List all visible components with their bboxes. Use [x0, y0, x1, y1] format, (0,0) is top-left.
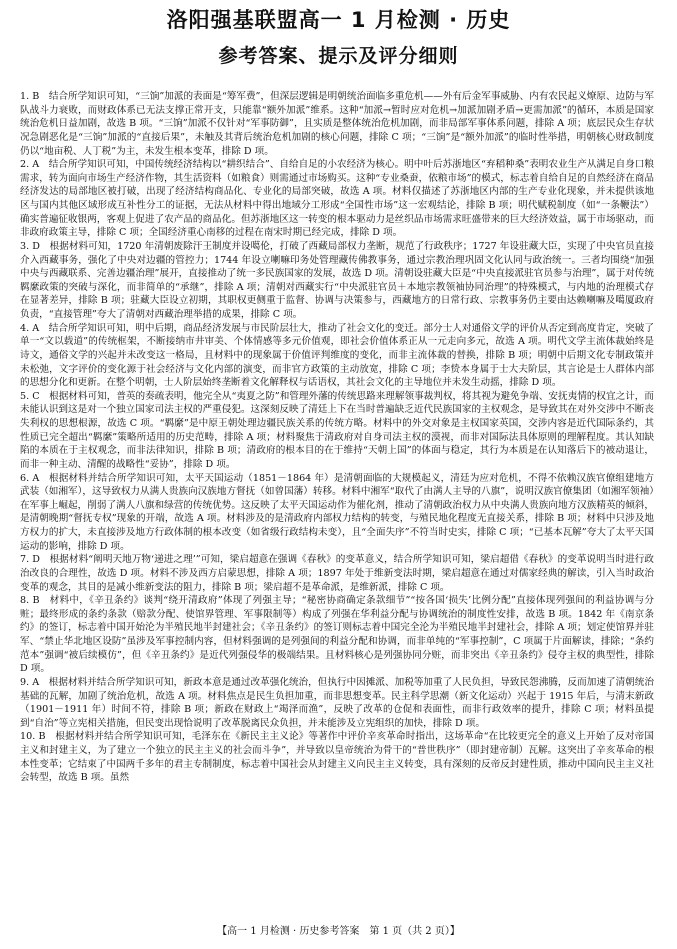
answer-item-5: 5. C 根据材料可知，普英的奏疏表明，他完全从“夷夏之防”和管理外藩的传统思路来理解领事裁判权，将其视为避免争端、安抚夷情的权宜之计，而未能认识到这是对一个独立国家司法主权的严重侵犯。这深刻反映了清廷上下在当时普遍缺乏近代民族国家的主权观念，是导致其在对外交涉中不断丧失利权的思想根源，故选 C 项。“羁縻”是中原王朝处理边疆民族关系的传统方略。材料中的外交对象是主权国家英国，交涉内容是近代国际条约，其性质已完全超出“羁縻”策略所适用的历史范畴，排除 A 项；材料聚焦于清政府对自身司法主权的漠视，而非对国际法具体原则的理解程度。其认知缺陷的本质在于主权观念，而非法律知识，排除 B 项；清政府的根本目的在于维持“天朝上国”的体面与稳定，其行为本质是在认知落后下的被动退让，而非一种主动、清醒的战略性“妥协”，排除 D 项。	[20, 390, 654, 470]
answer-item-9: 9. A 根据材料并结合所学知识可知，新政本意是通过改革强化统治，但执行中因摊派、加税等加重了人民负担，导致民怨沸腾，反而加速了清朝统治基础的瓦解，加剧了统治危机，故选 A 项。材料焦点是民生负担加重，而非思想变革。民主科学思潮（新文化运动）兴起于 1915 年后，与清末新政（1901－1911 年）时间不符，排除 B 项；新政在财政上“竭泽而渔”，反映了改革的仓促和表面性，而非行政效率的提升，排除 C 项；材料虽提到“自治”等立宪相关措施，但民变出现恰说明了改革脱离民众负担，并未能涉及立宪组织的加快，排除 D 项。	[20, 676, 654, 729]
answer-item-4: 4. A 结合所学知识可知，明中后期，商品经济发展与市民阶层壮大，推动了社会文化的变迁。部分士人对通俗文学的评价从否定到高度肯定，突破了单一“文以载道”的传统框架，不断接纳市井审美、个体情感等多元价值观，即社会价值体系正从一元走向多元，故选 A 项。明代文学主流体裁始终是诗文，通俗文学的兴起并未改变这一格局，且材料中的现象属于价值评判维度的变化，而非主流体裁的替换，排除 B 项；明朝中后期文化专制政策并未松弛，文字评价的变化源于社会经济与文化内部的演变，而非官方政策的主动放宽，排除 C 项；李贽本身属于士大夫阶层，其言论是士人群体内部的思想分化和更新。在整个明朝，士人阶层始终垄断着文化解释权与话语权，其社会文化的主导地位并未发生动摇，排除 D 项。	[20, 322, 654, 389]
answer-list	[20, 90, 654, 785]
answer-item-8: 8. B 材料中，《辛丑条约》谈判“绕开清政府”体现了列强主导；“秘密协商确定条款细节”“按各国‘损失’比例分配”直接体现列强间的利益协调与分赃；最终形成的条约条款（赔款分配、使馆界管理、军事限制等）构成了列强在华利益分配与协调统治的制度性安排，故选 B 项。1842 年《南京条约》的签订，标志着中国开始沦为半殖民地半封建社会；《辛丑条约》的签订则标志着中国完全沦为半殖民地半封建社会，排除 A 项；划定使馆界并驻军、“禁止华北地区设防”虽涉及军事控制内容，但材料强调的是列强间的利益分配和协调，而非单纯的“军事控制”，C 项属于片面解读，排除；“条约范本”强调“被后续模仿”，但《辛丑条约》是近代列强侵华的极端结果。且材料核心是列强协同分赃，而非突出《辛丑条约》侵夺主权的典型性，排除 D 项。	[20, 595, 654, 675]
answer-item-6: 6. A 根据材料并结合所学知识可知，太平天国运动（1851－1864 年）是清朝面临的大规模起义，清廷为应对危机，不得不依赖汉族官僚组建地方武装（如湘军），这导致权力从满人贵族向汉族地方督抚（如曾国藩）转移。材料中湘军“取代了由满人主导的八旗”，说明汉族官僚集团（如湘军领袖）在军事上崛起，削弱了满人八旗和绿营的传统优势。这反映了太平天国运动作为催化剂，推动了清朝政治权力从中央满人贵族向地方汉族精英的倾斜，是清朝晚期“督抚专权”现象的开端，故选 A 项。材料涉及的是清政府内部权力结构的转变，与殖民地化程度无直接关系，排除 B 项；材料中只涉及地方权力的扩大，未直接涉及地方行政体制的根本改变（如省级行政结构未变），且“全面失序”不符当时史实，排除 C 项；“已基本瓦解”夸大了太平天国运动的影响，排除 D 项。	[20, 472, 654, 552]
page-title: 洛阳强基联盟高一 1 月检测 · 历史	[166, 8, 511, 32]
answer-item-2: 2. A 结合所学知识可知，中国传统经济结构以“耕织结合”、自给自足的小农经济为核心。明中叶后苏浙地区“弃稻种桑”表明农业生产从满足自身口粮需求，转为面向市场生产经济作物，其生活资料（如粮食）则需通过市场购买。这种“专业桑蚕，依粮市场”的模式，标志着自给自足的自然经济在商品经济发达的局部地区被打破，出现了经济结构商品化、专业化的局部突破，故选 A 项。材料仅描述了苏浙地区内部的生产专业化现象，并未提供该地区与国内其他区域形成互补性分工的证据，无法从材料中得出地域分工形成“全国性市场”这一宏观结论，排除 B 项；明代赋税制度（如“一条鞭法”）确实普遍征收银两，客观上促进了农产品的商品化。但苏浙地区这一转变的根本驱动力是丝织品市场需求旺盛带来的巨大经济效益，属于市场驱动，而非政府政策主导，排除 C 项；全国经济重心南移的过程在南宋时期已经完成，排除 D 项。	[20, 159, 654, 239]
page-subtitle: 参考答案、提示及评分细则	[218, 45, 459, 67]
answer-item-7: 7. D 根据材料“阐明天地万物‘递进之理’”可知，梁启超意在强调《春秋》的变革意义，结合所学知识可知，梁启超借《春秋》的变革说明当时进行政治改良的合理性，故选 D 项。材料不涉及西方启蒙思想，排除 A 项；1897 年处于维新变法时期，梁启超意在通过对儒家经典的解读，引入当时政治变革的观念，其目的是减小维新变法的阻力，排除 B 项；梁启超不是革命派，是维新派，排除 C 项。	[20, 554, 654, 593]
answer-item-10: 10. B 根据材料并结合所学知识可知，毛泽东在《新民主主义论》等著作中评价辛亥革命时指出，这场革命“在比较更完全的意义上开始了反对帝国主义和封建主义，为了建立一个独立的民主主义的社会而斗争”，并导致以皇帝统治为骨干的“普世秩序”（即封建帝制）瓦解。这突出了辛亥革命的根本性变革；它结束了中国两千多年的君主专制制度，标志着中国社会从封建主义向民主主义转变，具有深刻的反帝反封建性质，推动中国向民主主义社会转型，故选 B 项。虽然	[20, 731, 654, 784]
page-footer: 【高一 1 月检测 · 历史参考答案 第 1 页（共 2 页）】	[217, 926, 460, 937]
answer-item-1: 1. B 结合所学知识可知，“三饷”加派的表面是“筹军费”，但深层逻辑是明朝统治面临多重危机——外有后金军事威胁、内有农民起义燎原、边防与军队战斗力衰败，而财政体系已无法支撑正常开支，只能靠“额外加派”维系。这种“加派→暂时应对危机→加派加剧矛盾→更需加派”的循环，本质是国家统治危机日益加剧，故选 B 项。“三饷”加派不仅针对“军事防御”，且实质是整体统治危机加剧，而非局部军事体系问题，排除 A 项；底层民众生存状况急剧恶化是“三饷”加派的“直接后果”，未触及其背后统治危机加剧的核心问题，排除 C 项；“三饷”是“额外加派”的临时性举措，明朝核心财政制度仍以“地亩税、人丁税”为主，未发生根本变革，排除 D 项。	[20, 91, 654, 157]
answer-item-3: 3. D 根据材料可知，1720 年清朝废除汗王制度并设噶伦，打破了西藏局部权力垄断，规范了行政秩序；1727 年设驻藏大臣，实现了中央官员直接介入西藏事务，强化了中央对边疆的管控力；1744 年设立喇嘛印务处管理藏传佛教事务，通过宗教治理巩固文化认同与政治统一。三者均围绕“加强中央与西藏联系、完善边疆治理”展开，直接推动了统一多民族国家的发展，故选 D 项。清朝设驻藏大臣是“中央直接派驻官员参与治理”，属于对传统羁縻政策的突破与深化，而非简单的“承继”，排除 A 项；清朝对西藏实行“中央派驻官员＋本地宗教领袖协同治理”的特殊模式，与内地的治理模式存在显著差异，排除 B 项；驻藏大臣设立初期，其职权更侧重于监督、协调与决策参与，西藏地方的日常行政、宗教事务仍主要由达赖喇嘛及噶厦政府负责，“直接管理”夸大了清朝对西藏治理举措的成果，排除 C 项。	[20, 240, 654, 320]
